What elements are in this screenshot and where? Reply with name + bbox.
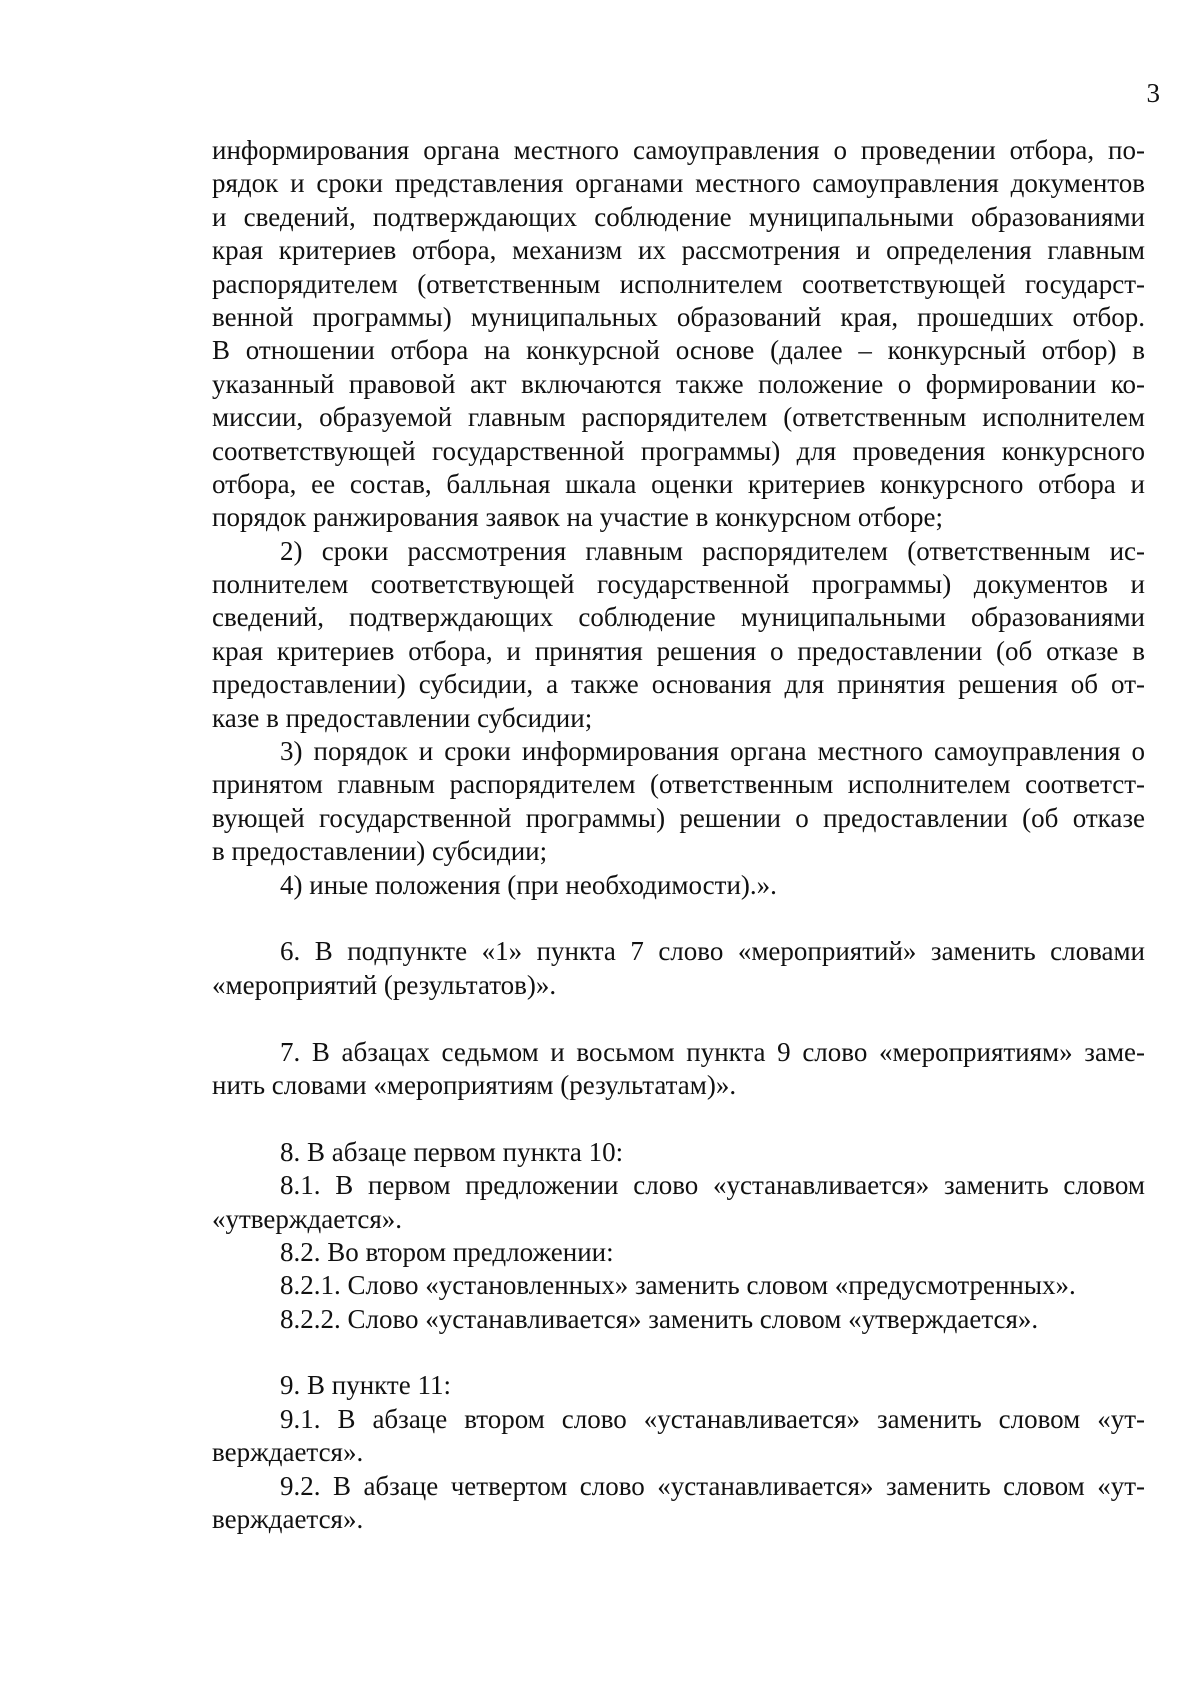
text-line: 6. В подпункте «1» пункта 7 слово «мероприятий» заменить словами	[280, 936, 1145, 967]
text-line: 9.2. В абзаце четвертом слово «устанавливается» заменить словом «ут-	[280, 1470, 1145, 1501]
text-line: «мероприятий (результатов)».	[212, 969, 557, 1000]
text-line: верждается».	[212, 1504, 364, 1535]
text-line: венной программы) муниципальных образований края, прошедших отбор.	[212, 301, 1145, 332]
text-line: 8.2.1. Слово «установленных» заменить словом «предусмотренных».	[280, 1270, 1076, 1301]
text-line: соответствующей государственной программы) для проведения конкурсного	[212, 435, 1145, 466]
paragraph-gap	[212, 1336, 1145, 1369]
text-line: информирования органа местного самоуправления о проведении отбора, по-	[212, 135, 1145, 165]
text-line: 3) порядок и сроки информирования органа местного самоуправления о	[280, 736, 1145, 767]
text-line: казе в предоставлении субсидии;	[212, 702, 593, 733]
text-line: сведений, подтверждающих соблюдение муниципальными образованиями	[212, 602, 1145, 633]
text-line: 8.1. В первом предложении слово «устанавливается» заменить словом	[280, 1170, 1145, 1201]
text-line: и сведений, подтверждающих соблюдение муниципальными образованиями	[212, 201, 1145, 232]
text-line: вующей государственной программы) решении о предоставлении (об отказе	[212, 802, 1145, 833]
text-line: края критериев отбора, механизм их рассмотрения и определения главным	[212, 235, 1145, 266]
text-line: предоставлении) субсидии, а также основания для принятия решения об от-	[212, 669, 1145, 700]
text-line: отбора, ее состав, балльная шкала оценки критериев конкурсного отбора и	[212, 468, 1145, 499]
text-line: 8.2. Во втором предложении:	[280, 1236, 614, 1267]
paragraph-gap	[212, 1002, 1145, 1035]
text-line: 8.2.2. Слово «устанавливается» заменить словом «утверждается».	[280, 1303, 1039, 1334]
page-number: 3	[1146, 78, 1160, 108]
text-line: рядок и сроки представления органами местного самоуправления документов	[212, 168, 1145, 199]
document-body	[212, 134, 1145, 1536]
text-line: края критериев отбора, и принятия решения о предоставлении (об отказе в	[212, 635, 1145, 666]
text-line: 2) сроки рассмотрения главным распорядителем (ответственным ис-	[280, 535, 1145, 566]
paragraph-gap	[212, 902, 1145, 935]
text-line: миссии, образуемой главным распорядителем (ответственным исполнителем	[212, 402, 1145, 433]
text-line: 7. В абзацах седьмом и восьмом пункта 9 слово «мероприятиям» заме-	[280, 1036, 1145, 1067]
text-line: в предоставлении) субсидии;	[212, 836, 548, 867]
text-line: 9.1. В абзаце втором слово «устанавливается» заменить словом «ут-	[280, 1403, 1145, 1434]
text-line: 8. В абзаце первом пункта 10:	[280, 1136, 624, 1167]
text-line: 4) иные положения (при необходимости).».	[280, 869, 777, 900]
text-line: распорядителем (ответственным исполнителем соответствующей государст-	[212, 268, 1145, 299]
text-line: принятом главным распорядителем (ответственным исполнителем соответст-	[212, 769, 1145, 800]
paragraph-gap	[212, 1102, 1145, 1135]
text-line: полнителем соответствующей государственной программы) документов и	[212, 569, 1145, 600]
text-line: «утверждается».	[212, 1203, 403, 1234]
text-line: В отношении отбора на конкурсной основе (далее – конкурсный отбор) в	[212, 335, 1145, 366]
text-line: нить словами «мероприятиям (результатам)».	[212, 1069, 737, 1100]
text-line: верждается».	[212, 1437, 364, 1468]
text-line: 9. В пункте 11:	[280, 1370, 451, 1401]
text-line: указанный правовой акт включаются также положение о формировании ко-	[212, 368, 1145, 399]
text-line: порядок ранжирования заявок на участие в конкурсном отборе;	[212, 502, 944, 533]
